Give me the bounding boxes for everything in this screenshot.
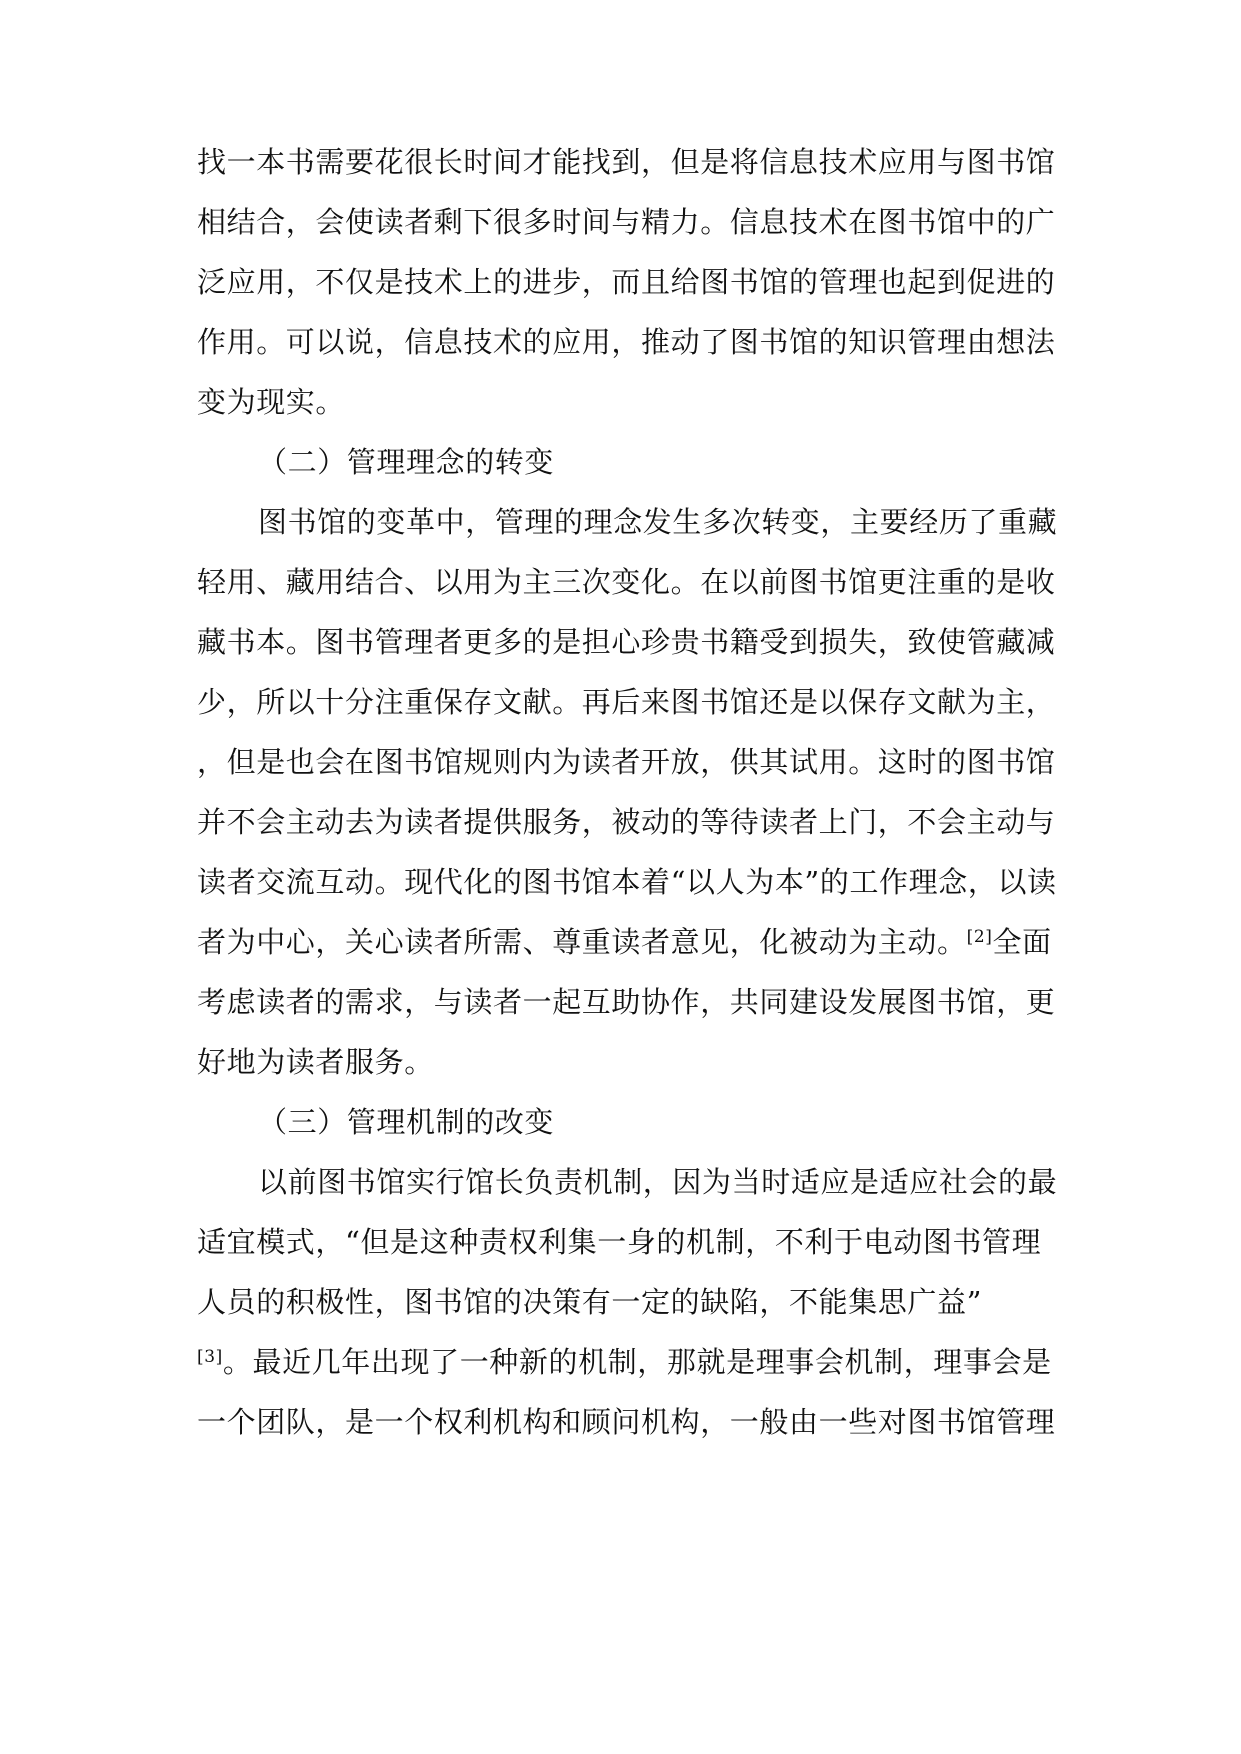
line-text: 全面 bbox=[992, 925, 1052, 959]
paragraph-line: 好地为读者服务。 bbox=[197, 1045, 434, 1079]
paragraph-line: 少，所以十分注重保存文献。再后来图书馆还是以保存文献为主， bbox=[197, 685, 1056, 719]
paragraph-line: 读者交流互动。现代化的图书馆本着“以人为本”的工作理念，以读 bbox=[197, 865, 1057, 899]
paragraph-line: 一个团队，是一个权利机构和顾问机构，一般由一些对图书馆管理 bbox=[197, 1405, 1056, 1439]
citation-ref: [3] bbox=[197, 1347, 223, 1367]
paragraph-line bbox=[197, 922, 1057, 962]
paragraph-line: 泛应用，不仅是技术上的进步，而且给图书馆的管理也起到促进的 bbox=[197, 265, 1056, 299]
line-text: 。最近几年出现了一种新的机制，那就是理事会机制，理事会是 bbox=[222, 1345, 1052, 1379]
paragraph-line: 轻用、藏用结合、以用为主三次变化。在以前图书馆更注重的是收 bbox=[197, 565, 1056, 599]
paragraph-line: 人员的积极性，图书馆的决策有一定的缺陷，不能集思广益” bbox=[197, 1285, 983, 1319]
section-heading-3: （三）管理机制的改变 bbox=[258, 1105, 555, 1139]
citation-ref: [2] bbox=[966, 927, 993, 947]
paragraph-line bbox=[197, 1342, 1057, 1382]
paragraph-line: 相结合，会使读者剩下很多时间与精力。信息技术在图书馆中的广 bbox=[197, 205, 1056, 239]
section-heading-2: （二）管理理念的转变 bbox=[258, 445, 555, 479]
paragraph-line: 作用。可以说，信息技术的应用，推动了图书馆的知识管理由想法 bbox=[197, 325, 1056, 359]
paragraph-line: 并不会主动去为读者提供服务，被动的等待读者上门，不会主动与 bbox=[197, 805, 1056, 839]
paragraph-line: 藏书本。图书管理者更多的是担心珍贵书籍受到损失，致使管藏减 bbox=[197, 625, 1056, 659]
paragraph-line: 以前图书馆实行馆长负责机制，因为当时适应是适应社会的最 bbox=[258, 1165, 1058, 1199]
paragraph-line: 图书馆的变革中，管理的理念发生多次转变，主要经历了重藏 bbox=[258, 505, 1058, 539]
paragraph-line: ，但是也会在图书馆规则内为读者开放，供其试用。这时的图书馆 bbox=[197, 745, 1056, 779]
paragraph-line: 考虑读者的需求，与读者一起互助协作，共同建设发展图书馆，更 bbox=[197, 985, 1056, 1019]
paragraph-line: 变为现实。 bbox=[197, 385, 346, 419]
line-text: 者为中心，关心读者所需、尊重读者意见，化被动为主动。 bbox=[197, 925, 967, 959]
paragraph-line: 适宜模式，“但是这种责权利集一身的机制，不利于电动图书管理 bbox=[197, 1225, 1042, 1259]
paragraph-line: 找一本书需要花很长时间才能找到，但是将信息技术应用与图书馆 bbox=[197, 145, 1056, 179]
